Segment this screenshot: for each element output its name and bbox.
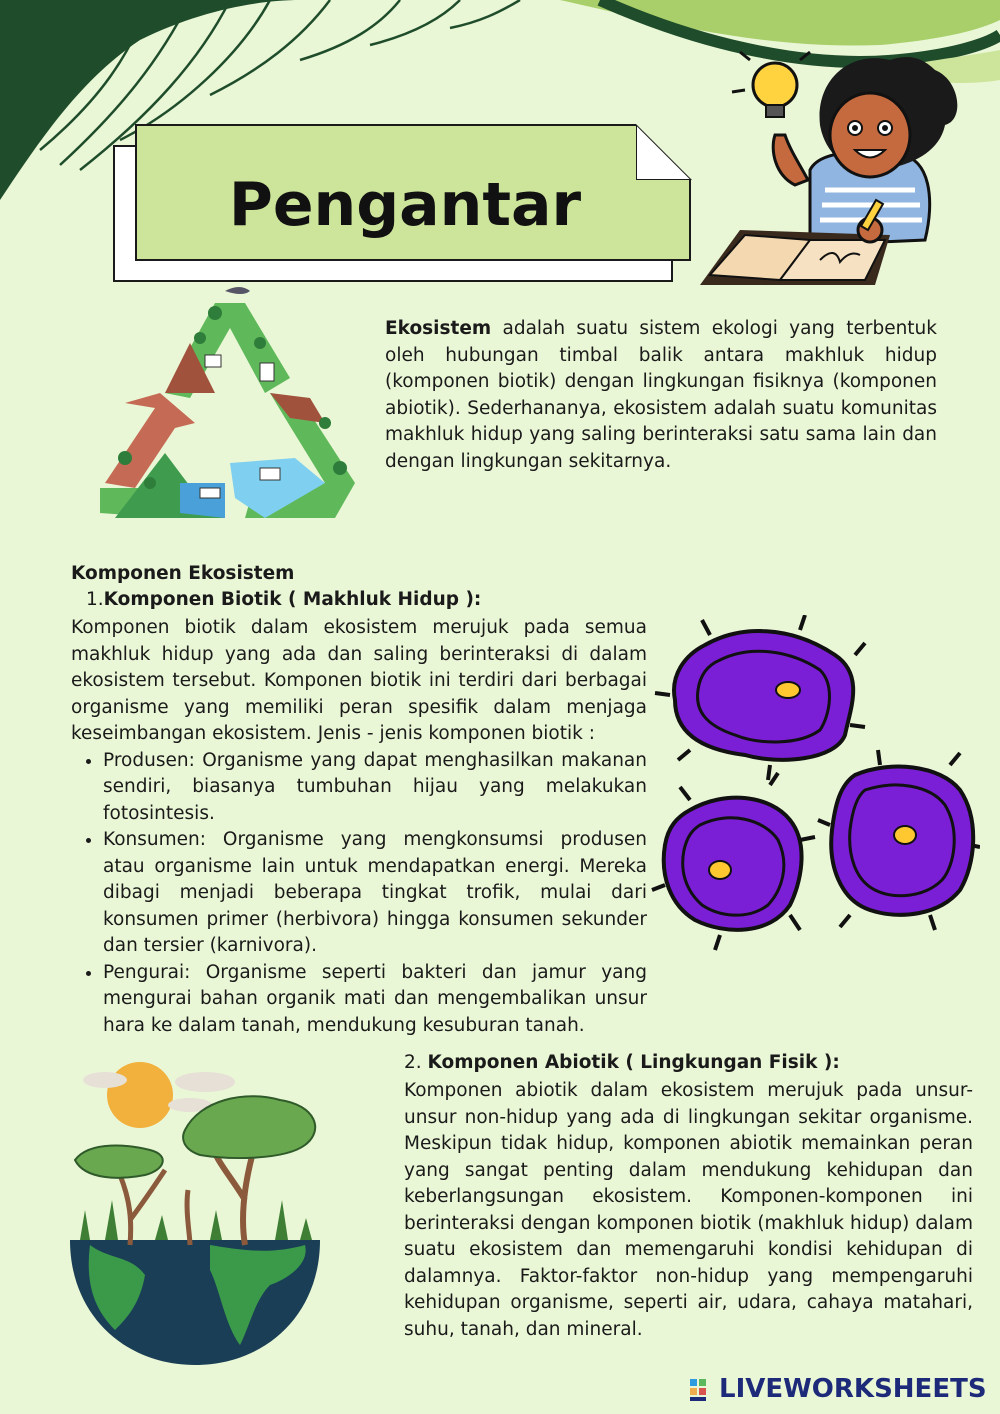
- list-item-pengurai: • Pengurai: Organisme seperti bakteri dan jamur yang mengurai bahan organik mati dan mengembalikan unsur hara ke dalam tanah, mendukung kesuburan tanah.: [103, 960, 647, 1040]
- abiotik-paragraph: Komponen abiotik dalam ekosistem merujuk pada unsur-unsur non-hidup yang ada di lingkungan sekitar organisme. Meskipun tidak hidup, komponen abiotik memainkan peran yang sangat penting dalam mendukung kehidupan dan keberlangsungan ekosistem. Komponen-komponen ini berinteraksi dengan komponen biotik (makhluk hidup) dalam suatu ekosistem dan memengaruhi kondisi kehidupan di dalamnya. Faktor-faktor non-hidup yang mempengaruhi kehidupan organisme, seperti air, udara, cahaya matahari, suhu, tanah, dan mineral.: [404, 1080, 973, 1340]
- biotik-paragraph: Komponen biotik dalam ekosistem merujuk pada semua makhluk hidup yang ada dan saling berinteraksi di dalam ekosistem tersebut. Komponen biotik ini terdiri dari berbagai organisme yang memiliki peran spesifik dalam menjaga keseimbangan ekosistem. Jenis - jenis komponen biotik :: [71, 617, 647, 744]
- abiotik-heading-text: Komponen Abiotik ( Lingkungan Fisik ):: [427, 1052, 840, 1073]
- logo-text: LIVEWORKSHEETS: [719, 1374, 987, 1404]
- intro-text: adalah suatu sistem ekologi yang terbentuk oleh hubungan timbal balik antara makhluk hidup (komponen biotik) dengan lingkungan fisiknya (komponen abiotik). Sederhananya, ekosistem adalah suatu komunitas makhluk hidup yang saling berinteraksi satu sama lain dan dengan lingkungan sekitarnya.: [385, 318, 937, 472]
- abiotik-heading: [404, 1052, 840, 1073]
- intro-paragraph: [385, 316, 937, 475]
- biotik-heading-text: Komponen Biotik ( Makhluk Hidup ):: [103, 589, 482, 610]
- liveworksheets-logo[interactable]: [690, 1374, 987, 1404]
- bacteria-cells-illustration: [650, 615, 980, 960]
- biotik-heading: [86, 589, 481, 610]
- biotik-number: 1.: [86, 589, 104, 610]
- earth-trees-illustration: [70, 1050, 330, 1370]
- girl-idea-illustration: [700, 40, 1000, 290]
- biotik-section: [71, 615, 647, 1039]
- page-title: Pengantar: [228, 170, 582, 240]
- recycle-ecosystem-illustration: [95, 283, 365, 523]
- biotik-list: [71, 748, 647, 1040]
- list-item-produsen: • Produsen: Organisme yang dapat menghasilkan makanan sendiri, biasanya tumbuhan hijau yang melakukan fotosintesis.: [103, 748, 647, 828]
- section-heading: Komponen Ekosistem: [71, 563, 295, 584]
- list-item-konsumen: • Konsumen: Organisme yang mengkonsumsi produsen atau organisme lain untuk mendapatkan energi. Mereka dibagi menjadi beberapa tingkat trofik, mulai dari konsumen primer (herbivora) hingga konsumen sekunder dan tersier (karnivora).: [103, 827, 647, 960]
- abiotik-number: 2.: [404, 1052, 428, 1073]
- intro-term: Ekosistem: [385, 318, 492, 339]
- liveworksheets-logo-icon: [690, 1377, 716, 1403]
